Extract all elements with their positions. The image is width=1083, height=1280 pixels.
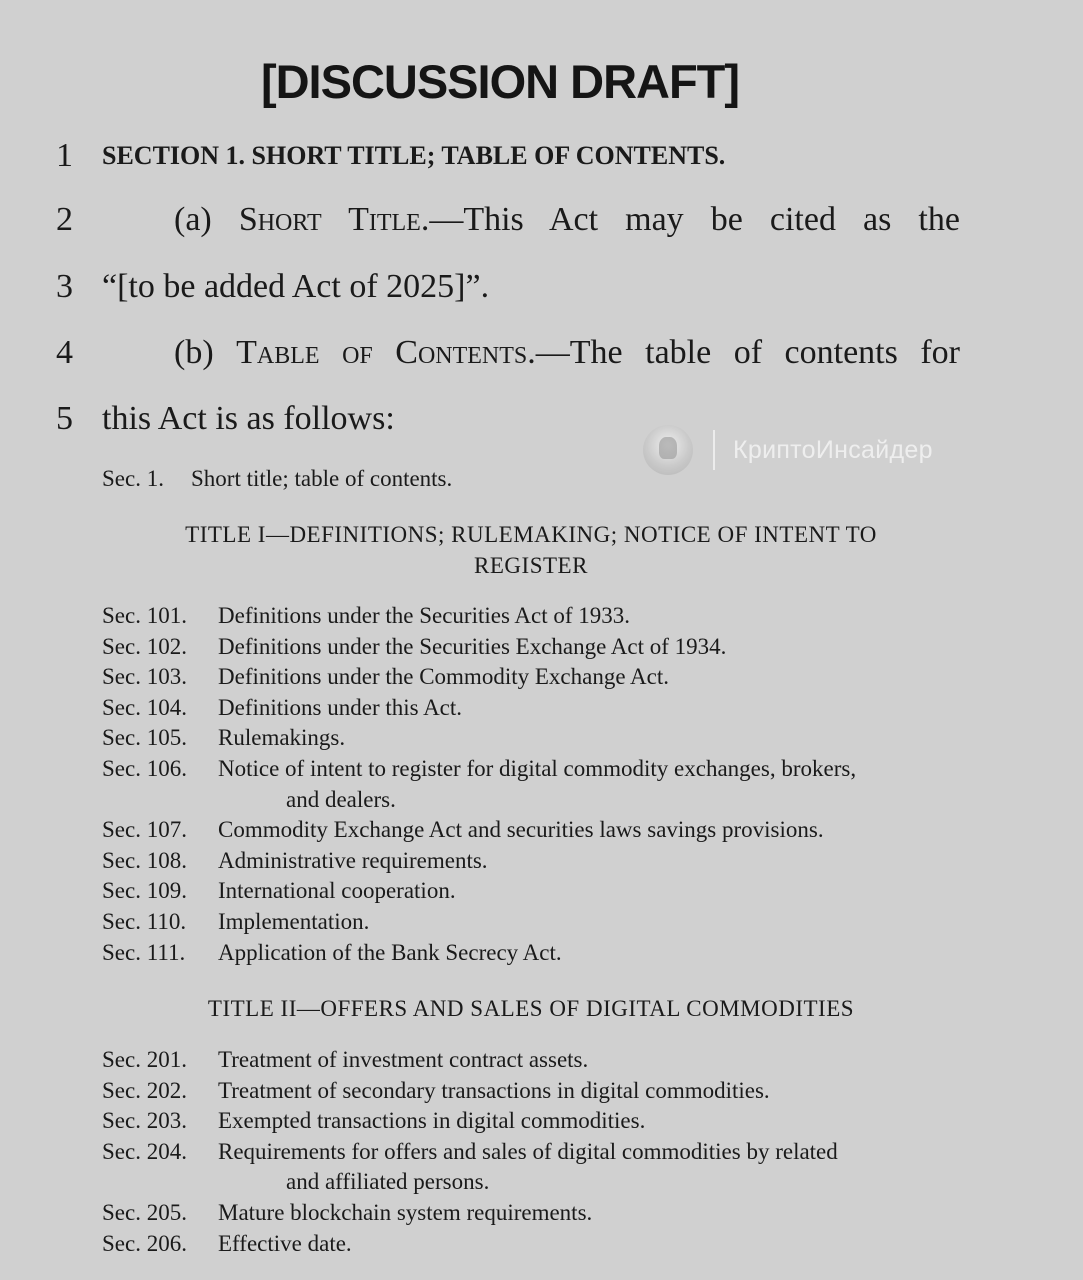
toc-section-title: Definitions under the Securities Exchange Act of 1934. (218, 633, 727, 659)
numbered-line-2 (0, 200, 1083, 250)
toc-section-number: Sec. 203. (102, 1108, 187, 1134)
toc-section-number: Sec. 201. (102, 1047, 187, 1072)
act-name-line: “[to be added Act of 2025]”. (102, 268, 490, 305)
section-heading: SECTION 1. SHORT TITLE; TABLE OF CONTENTS. (102, 141, 726, 170)
toc-section-title: Definitions under this Act. (218, 694, 463, 720)
toc-section-number: Sec. 106. (102, 755, 187, 781)
toc-section-title: Notice of intent to register for digital commodity exchanges, brokers, (218, 755, 857, 781)
toc-section-title: Commodity Exchange Act and securities laws savings provisions. (218, 817, 824, 843)
toc-section-number: Sec. 205. (102, 1199, 187, 1225)
toc-entry (102, 1076, 960, 1107)
toc-entry (102, 846, 960, 877)
line-number: 2 (56, 201, 73, 238)
clause-heading: Short Title (238, 201, 421, 238)
toc-entry (102, 632, 960, 663)
toc-section-number: Sec. 105. (102, 725, 187, 751)
toc-section-title: Definitions under the Securities Act of 1933. (218, 603, 631, 628)
toc-section-number: Sec. 107. (102, 817, 187, 843)
toc-section-title: Short title; table of contents. (191, 466, 453, 491)
toc-entry (102, 1198, 960, 1229)
clause-text: .—The table of contents for (527, 334, 960, 371)
toc-section-title: Treatment of secondary transactions in digital commodities. (218, 1077, 770, 1103)
toc-section-number: Sec. 110. (102, 908, 187, 934)
clause-text: .—This Act may be cited as the (420, 201, 960, 238)
toc-intro (102, 464, 960, 495)
toc-entry-continuation: and affiliated persons. (286, 1169, 490, 1195)
toc-section-number: Sec. 101. (102, 603, 187, 628)
toc-entry (102, 1229, 960, 1260)
toc-entry (102, 1137, 960, 1168)
line-number: 3 (56, 268, 73, 305)
toc-section-title: Mature blockchain system requirements. (218, 1199, 593, 1225)
clause-prefix: (b) (174, 334, 237, 371)
toc-entry (102, 876, 960, 907)
short-title-clause (174, 200, 960, 240)
toc-entry (102, 938, 960, 969)
title-2-toc (102, 1045, 960, 1259)
toc-section-number: Sec. 1. (102, 466, 164, 491)
toc-entry (102, 464, 960, 495)
toc-section-number: Sec. 202. (102, 1077, 187, 1103)
toc-section-number: Sec. 103. (102, 664, 187, 690)
toc-section-number: Sec. 102. (102, 633, 187, 659)
toc-section-number: Sec. 111. (102, 939, 186, 965)
toc-section-number: Sec. 104. (102, 694, 187, 720)
toc-entry (102, 754, 960, 785)
line-number: 5 (56, 400, 73, 437)
title-1-heading-line-1: TITLE I—DEFINITIONS; RULEMAKING; NOTICE OF INTENT TO (185, 522, 877, 547)
toc-section-title: Exempted transactions in digital commodities. (218, 1108, 646, 1134)
clause-prefix: (a) (174, 201, 239, 238)
toc-section-number: Sec. 206. (102, 1230, 187, 1256)
toc-section-number: Sec. 109. (102, 878, 187, 904)
toc-entry (102, 907, 960, 938)
title-1-heading-line-2: REGISTER (474, 553, 588, 578)
toc-section-number: Sec. 108. (102, 847, 187, 873)
clause-heading: Table of Contents (236, 334, 528, 371)
toc-entry (102, 723, 960, 754)
toc-entry (102, 662, 960, 693)
draft-title: [DISCUSSION DRAFT] (260, 55, 740, 108)
toc-entry (102, 1045, 960, 1076)
title-2-heading: TITLE II—OFFERS AND SALES OF DIGITAL COMMODITIES (207, 996, 855, 1021)
numbered-line-3 (0, 267, 1083, 317)
numbered-line-1 (0, 136, 1083, 186)
line-number: 4 (56, 334, 73, 371)
toc-clause (174, 333, 960, 373)
toc-section-number: Sec. 204. (102, 1138, 187, 1164)
toc-section-title: Implementation. (218, 908, 370, 934)
toc-entry (102, 693, 960, 724)
toc-entry (102, 815, 960, 846)
watermark-text: КриптоИнсайдер (733, 435, 933, 464)
title-1-toc (102, 601, 960, 968)
title-1-heading (102, 519, 960, 581)
toc-section-title: Effective date. (218, 1230, 352, 1256)
toc-entry-continuation: and dealers. (286, 786, 396, 812)
toc-entry (102, 601, 960, 632)
toc-section-title: Definitions under the Commodity Exchange Act. (218, 664, 669, 690)
numbered-line-4 (0, 333, 1083, 383)
toc-section-title: Requirements for offers and sales of digital commodities by related (218, 1138, 838, 1164)
toc-section-title: Rulemakings. (218, 725, 346, 751)
toc-entry (102, 1106, 960, 1137)
follows-line: this Act is as follows: (102, 400, 395, 437)
toc-section-title: Application of the Bank Secrecy Act. (218, 939, 562, 965)
toc-section-title: Administrative requirements. (218, 847, 488, 873)
toc-section-title: Treatment of investment contract assets. (218, 1047, 589, 1072)
toc-section-title: International cooperation. (218, 878, 456, 904)
line-number: 1 (56, 137, 73, 174)
